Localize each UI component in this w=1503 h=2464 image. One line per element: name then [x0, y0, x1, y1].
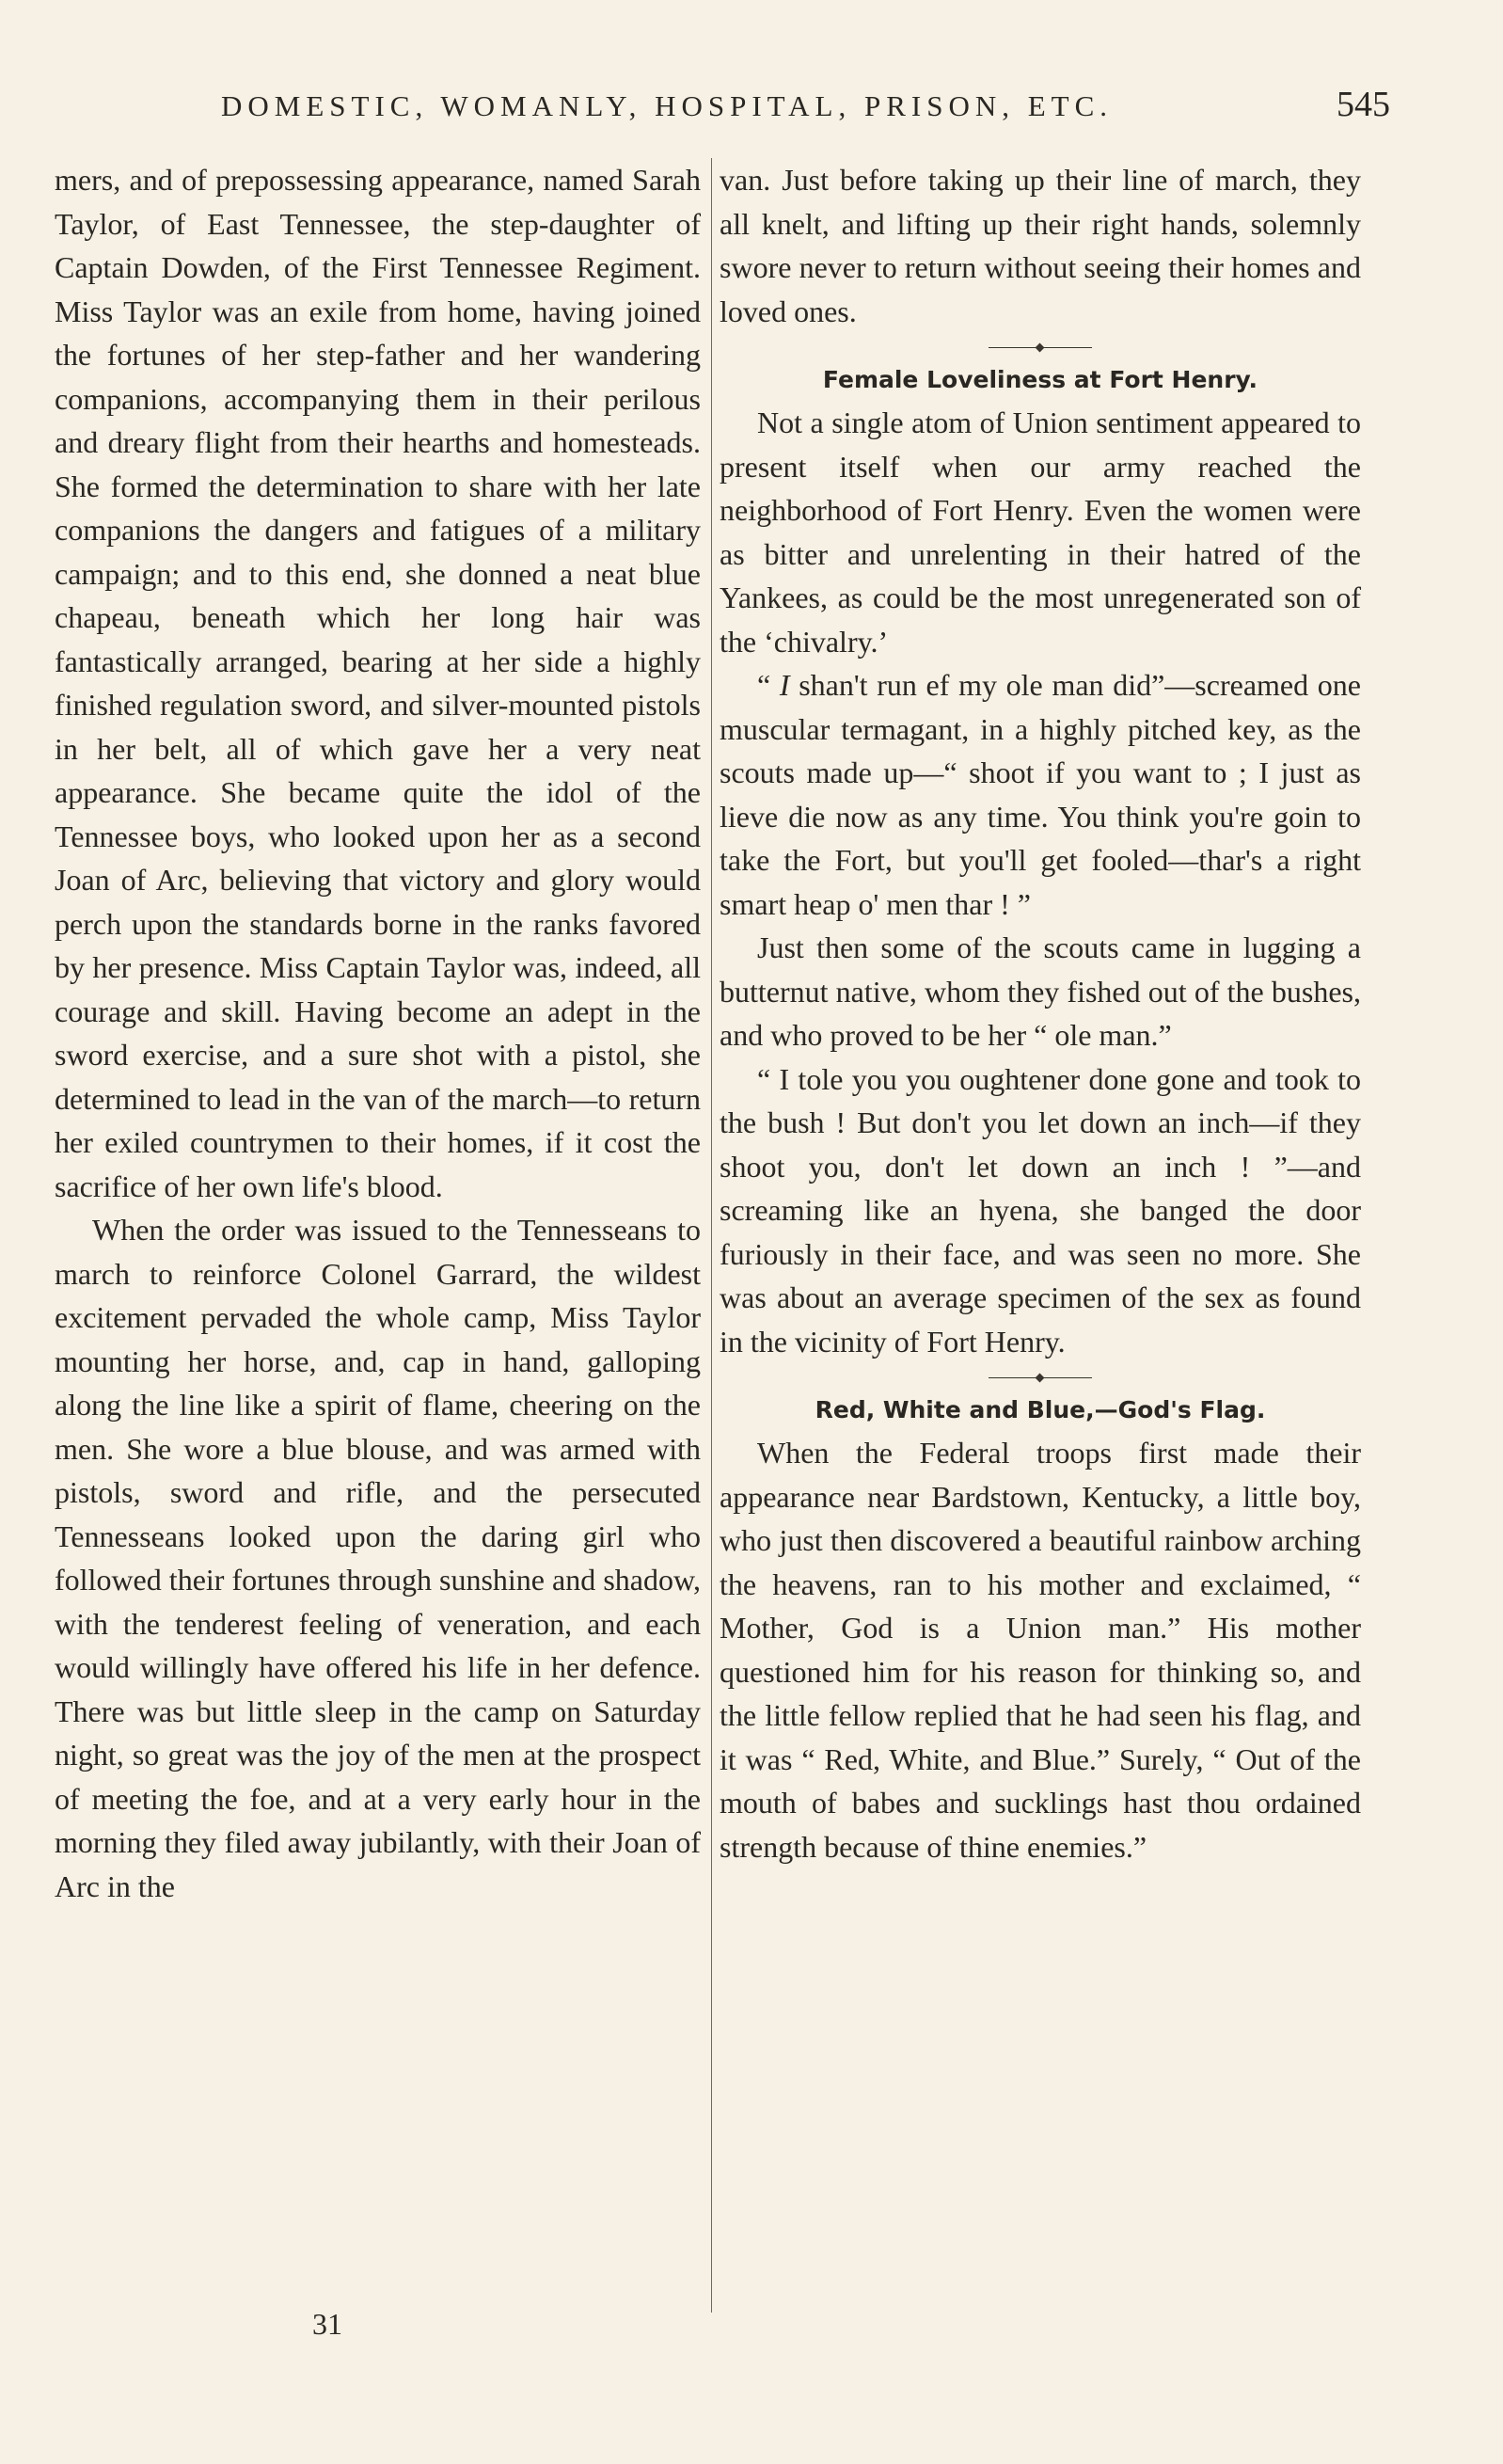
italic-word: I	[779, 668, 790, 702]
column-divider-rule	[711, 158, 712, 2313]
page-number: 545	[1337, 85, 1390, 124]
paragraph-text: shan't run ef my ole man did”—screamed one muscular termagant, in a highly pitched key, as the scouts made up—“ shoot if you want to ; I just as lieve die now as any time. You think you're goin to take the Fort, but you'll get fooled—thar's a right smart heap o' men thar ! ”	[720, 668, 1362, 921]
left-column	[55, 158, 701, 1908]
paragraph: When the Federal troops first made their appearance near Bardstown, Kentucky, a little boy, who just then discovered a beautiful rainbow arching the heavens, ran to his mother and exclaimed, “ Mother, God is a Union man.” His mother questioned him for his reason for thinking so, and the little fellow replied that he had seen his flag, and it was “ Red, White, and Blue.” Surely, “ Out of the mouth of babes and sucklings hast thou ordained strength because of thine enemies.”	[720, 1436, 1361, 1864]
running-head	[66, 85, 1390, 136]
section-divider	[989, 342, 1092, 354]
right-column	[720, 158, 1361, 1868]
section-heading: Red, White and Blue,—God's Flag.	[815, 1396, 1266, 1423]
paragraph-continued: van. Just before taking up their line of march, they all knelt, and lifting up their right hands, solemnly swore never to return without seeing their homes and loved ones.	[720, 163, 1361, 328]
paragraph: “ I shan't run ef my ole man did”—screamed one muscular termagant, in a highly pitched key, as the scouts made up—“ shoot if you want to ; I just as lieve die now as any time. You think you're goin to take the Fort, but you'll get fooled—thar's a right smart heap o' men thar ! ”	[720, 668, 1362, 921]
running-title: DOMESTIC, WOMANLY, HOSPITAL, PRISON, ETC.	[221, 89, 1114, 122]
section-heading: Female Loveliness at Fort Henry.	[822, 366, 1258, 393]
paragraph-continued: mers, and of prepossessing appearance, named Sarah Taylor, of East Tennessee, the step-daughter of Captain Dowden, of the First Tennessee Regiment. Miss Taylor was an exile from home, having joined the fortunes of her step-father and her wandering companions, accompanying them in their perilous and dreary flight from their hearths and homesteads. She formed the determination to share with her late companions the dangers and fatigues of a military campaign; and to this end, she donned a neat blue chapeau, beneath which her long hair was fantastically arranged, bearing at her side a highly finished regulation sword, and silver-mounted pistols in her belt, all of which gave her a very neat appearance. She became quite the idol of the Tennessee boys, who looked upon her as a second Joan of Arc, believing that victory and glory would perch upon the standards borne in the ranks favored by her presence. Miss Captain Taylor was, indeed, all courage and skill. Having become an adept in the sword exercise, and a sure shot with a pistol, she determined to lead in the van of the march—to return her exiled countrymen to their homes, if it cost the sacrifice of her own life's blood.	[55, 163, 701, 1203]
signature-mark: 31	[312, 2307, 342, 2341]
divider-ornament-icon	[1036, 1374, 1045, 1383]
section-divider	[989, 1373, 1092, 1384]
divider-ornament-icon	[1036, 343, 1045, 353]
paragraph: Not a single atom of Union sentiment appeared to present itself when our army reached the neighborhood of Fort Henry. Even the women were as bitter and unrelenting in their hatred of the Yankees, as could be the most unregenerated son of the ‘chivalry.’	[720, 405, 1361, 659]
paragraph: “ I tole you you oughtener done gone and took to the bush ! But don't you let down an inch—if they shoot you, don't let down an inch ! ”—and screaming like an hyena, she banged the door furiously in their face, and was seen no more. She was about an average specimen of the sex as found in the vicinity of Fort Henry.	[720, 1061, 1361, 1359]
paragraph: Just then some of the scouts came in lugging a butternut native, whom they fished out of the bushes, and who proved to be her “ ole man.”	[720, 930, 1361, 1052]
paragraph: When the order was issued to the Tennesseans to march to reinforce Colonel Garrard, the wildest excitement pervaded the whole camp, Miss Taylor mounting her horse, and, cap in hand, galloping along the line like a spirit of flame, cheering on the men. She wore a blue blouse, and was armed with pistols, sword and rifle, and the persecuted Tennesseans looked upon the daring girl who followed their fortunes through sunshine and shadow, with the tenderest feeling of veneration, and each would willingly have offered his life in her defence. There was but little sleep in the camp on Saturday night, so great was the joy of the men at the prospect of meeting the foe, and at a very early hour in the morning they filed away jubilantly, with their Joan of Arc in the	[55, 1213, 701, 1903]
